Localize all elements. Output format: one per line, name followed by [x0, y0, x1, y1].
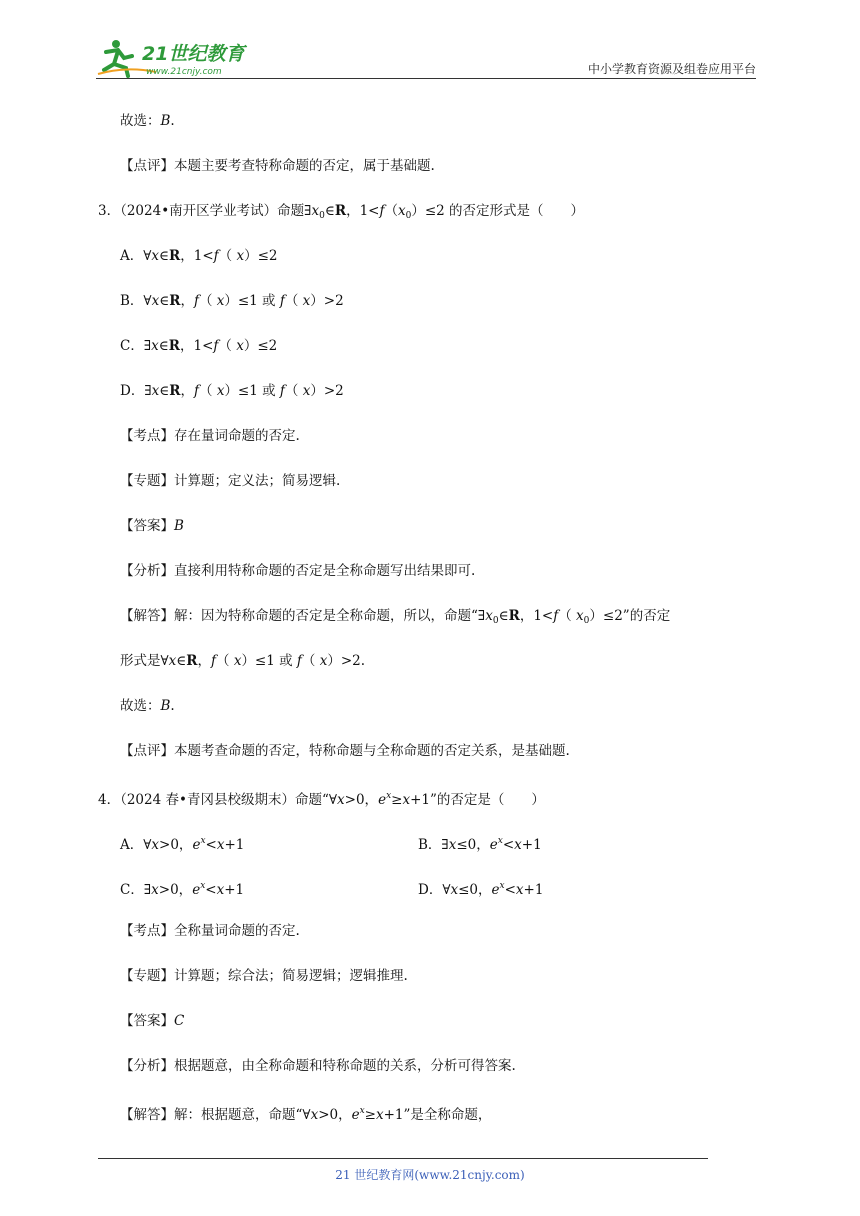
q3-kaodian: 【考点】存在量词命题的否定.: [120, 428, 300, 444]
header-rule: [96, 78, 756, 79]
q3-option-b: B．∀x∈R，f（ x）≤1 或 f（ x）>2: [120, 293, 344, 309]
q2-comment-line: 【点评】本题主要考查特称命题的否定，属于基础题.: [120, 158, 435, 174]
logo-url: www.21cnjy.com: [146, 67, 222, 77]
q4-fenxi: 【分析】根据题意，由全称命题和特称命题的关系，分析可得答案.: [120, 1058, 516, 1074]
logo-text: 21世纪教育: [142, 43, 245, 65]
q4-jieda: 【解答】解：根据题意，命题“∀x>0，$e^x\ge x+1$”是全称命题，: [120, 1106, 492, 1123]
q3-jieda-line1: 【解答】解：因为特称命题的否定是全称命题，所以，命题“$\exists x_0\in R$，1<f（ $x_0)\le 2$”的否定: [120, 608, 671, 626]
q4-option-a: A．∀x>0，$e^x<x+1$: [120, 836, 245, 853]
q3-choice-line: 故选：B.: [120, 698, 175, 714]
tag-dianping: 【点评】: [120, 158, 174, 174]
q4-option-d: D．∀x≤0，$e^x<x+1$: [418, 881, 544, 898]
footer-rule: [98, 1158, 708, 1159]
q3-stem: 3．（2024•南开区学业考试）命题$\exists x_0\in R$，$1<f(x_0)\le 2$ 的否定形式是（ ）: [98, 203, 585, 221]
footer-link[interactable]: 21 世纪教育网(www.21cnjy.com): [335, 1168, 525, 1182]
q3-option-a: A．∀x∈R，1<f（ x）≤2: [120, 248, 278, 264]
q3-option-d: D．∃x∈R，f（ x）≤1 或 f（ x）>2: [120, 383, 344, 399]
q2-choice-line: 故选：B.: [120, 113, 175, 129]
q3-zhuanti: 【专题】计算题；定义法；简易逻辑.: [120, 473, 341, 489]
q4-option-b: B．∃x≤0，$e^x<x+1$: [418, 836, 542, 853]
q4-kaodian: 【考点】全称量词命题的否定.: [120, 923, 300, 939]
q3-answer: 【答案】B: [120, 518, 184, 534]
q3-option-c: C．∃x∈R，1<f（ x）≤2: [120, 338, 278, 354]
q3-fenxi: 【分析】直接利用特称命题的否定是全称命题写出结果即可.: [120, 563, 476, 579]
q3-jieda-line2: 形式是∀x∈R，f（ x）≤1 或 f（ x）>2.: [120, 653, 366, 669]
q4-zhuanti: 【专题】计算题；综合法；简易逻辑；逻辑推理.: [120, 968, 408, 984]
site-logo: [96, 36, 266, 80]
q4-stem: 4．（2024 春•青冈县校级期末）命题“∀x>0，$e^x\ge x+1$”的否定是（ ）: [98, 791, 545, 808]
header-platform-name: 中小学教育资源及组卷应用平台: [587, 62, 756, 76]
q4-answer: 【答案】C: [120, 1013, 185, 1029]
q4-option-c: C．∃x>0，$e^x<x+1$: [120, 881, 245, 898]
q3-comment: 【点评】本题考查命题的否定，特称命题与全称命题的否定关系，是基础题.: [120, 743, 570, 759]
